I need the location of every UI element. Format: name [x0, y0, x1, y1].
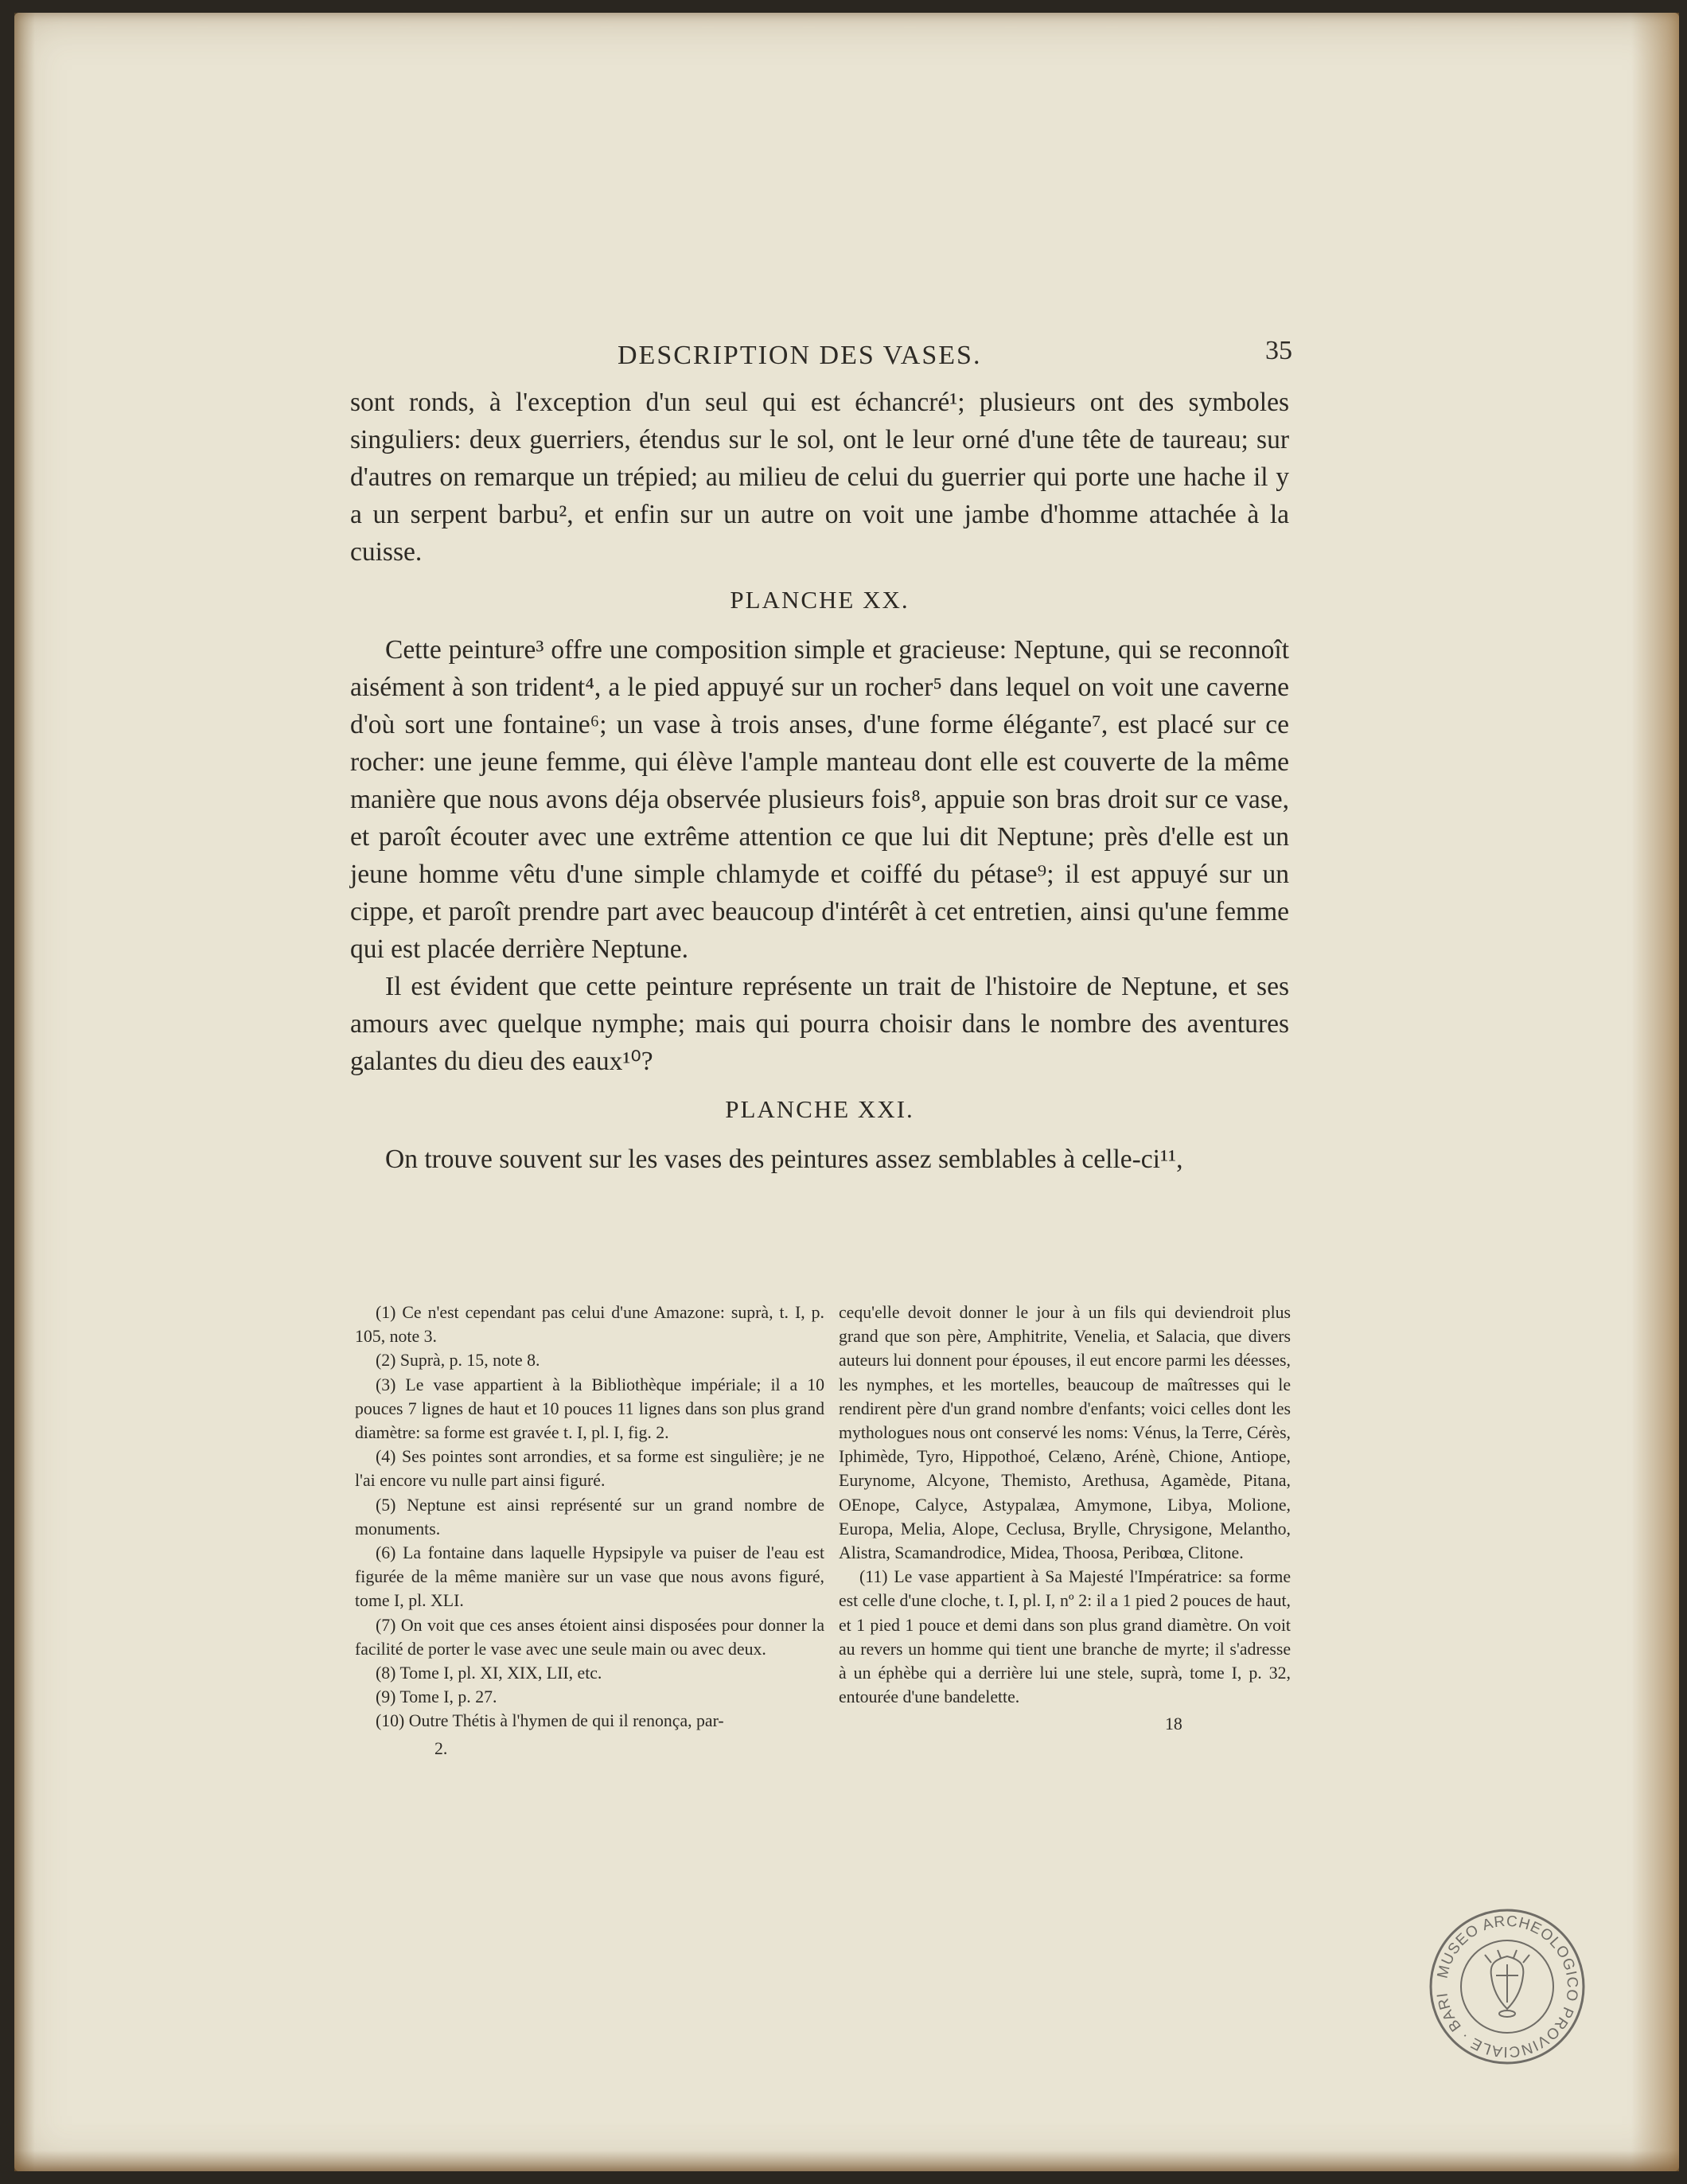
- footnote: (1) Ce n'est cependant pas celui d'une Amazone: suprà, t. I, p. 105, note 3.: [355, 1303, 824, 1347]
- page-edge-bottom: [14, 2151, 1679, 2171]
- stamp-seal: [1428, 1907, 1587, 2066]
- footnote-continuation: cequ'elle devoit donner le jour à un fils qui deviendroit plus grand que son père, Amphitrite, Venelia, et Salacia, que divers auteurs lui donnent pour épouses, il eut encore parmi les déesses, les nymphes, et les mortelles, beaucoup de maîtresses qui le rendirent père d'un grand nombre d'enfants; voici celles dont les mythologues nous ont conservé les noms: Vénus, la Terre, Cérès, Iphimède, Tyro, Hippothoé, Celæno, Arénè, Chione, Antiope, Eurynome, Alcyone, Themisto, Arethusa, Agamède, Pitana, OEnope, Calyce, Astypalæa, Amymone, Libya, Molione, Europa, Melia, Alope, Ceclusa, Brylle, Chrysigone, Melantho, Alistra, Scamandrodice, Midea, Thoosa, Peribœa, Clitone.: [839, 1303, 1291, 1563]
- page-number: 35: [1265, 336, 1292, 365]
- paragraph: On trouve souvent sur les vases des peintures assez semblables à celle-ci¹¹,: [385, 1145, 1183, 1174]
- footnote: (5) Neptune est ainsi représenté sur un grand nombre de monuments.: [355, 1495, 824, 1539]
- running-title: DESCRIPTION DES VASES.: [618, 341, 982, 370]
- footnotes-left-column: [355, 1301, 824, 1761]
- plate-heading: PLANCHE XXI.: [725, 1095, 914, 1123]
- coat-of-arms-icon: [1485, 1950, 1529, 2017]
- paragraph: Il est évident que cette peinture représente un trait de l'histoire de Neptune, et ses amours avec quelque nymphe; mais qui pourra choisir dans le nombre des aventures galantes du dieu des eaux¹⁰?: [350, 972, 1289, 1076]
- footnote: (3) Le vase appartient à la Bibliothèque impériale; il a 10 pouces 7 lignes de haut et 10 pouces 11 lignes dans son plus grand diamètre: sa forme est gravée t. I, pl. I, fig. 2.: [355, 1375, 824, 1443]
- signature-mark: 2.: [434, 1738, 448, 1758]
- museum-stamp: [1428, 1907, 1587, 2066]
- signature-mark: 18: [1165, 1714, 1182, 1734]
- footnote: (7) On voit que ces anses étoient ainsi disposées pour donner la facilité de porter le vase avec une seule main ou avec deux.: [355, 1615, 824, 1659]
- footnote: (8) Tome I, pl. XI, XIX, LII, etc.: [376, 1663, 602, 1683]
- paragraph: Cette peinture³ offre une composition simple et gracieuse: Neptune, qui se reconnoît aisément à son trident⁴, a le pied appuyé sur un rocher⁵ dans lequel on voit une caverne d'où sort une fontaine⁶; un vase à trois anses, d'une forme élégante⁷, est placé sur ce rocher: une jeune femme, qui élève l'ample manteau dont elle est couverte de la même manière que nous avons déja observée plusieurs fois⁸, appuie son bras droit sur ce vase, et paroît écouter avec une extrême attention ce que lui dit Neptune; près d'elle est un jeune homme vêtu d'une simple chlamyde et coiffé du pétase⁹; il est appuyé sur un cippe, et paroît prendre part avec beaucoup d'intérêt à cet entretien, ainsi qu'une femme qui est placée derrière Neptune.: [350, 635, 1289, 964]
- footnote: (9) Tome I, p. 27.: [376, 1687, 497, 1707]
- footnote: (6) La fontaine dans laquelle Hypsipyle va puiser de l'eau est figurée de la même manière sur un vase que nous avons figuré, tome I, pl. XLI.: [355, 1543, 824, 1611]
- page-edge-right: [1631, 13, 1679, 2171]
- footnotes-right-column: [839, 1301, 1291, 1737]
- footnote: (10) Outre Thétis à l'hymen de qui il renonça, par-: [376, 1711, 724, 1731]
- footnote: (11) Le vase appartient à Sa Majesté l'Impératrice: sa forme est celle d'une cloche, t. I, pl. I, nº 2: il a 1 pied 2 pouces de haut, et 1 pied 1 pouce et demi dans son plus grand diamètre. On voit au revers un homme qui tient une branche de myrte; il s'adresse à un éphèbe qui a derrière lui une stele, suprà, tome I, p. 32, entourée d'une bandelette.: [839, 1567, 1291, 1707]
- plate-heading: PLANCHE XX.: [730, 586, 910, 614]
- footnote: (4) Ses pointes sont arrondies, et sa forme est singulière; je ne l'ai encore vu nulle part ainsi figuré.: [355, 1447, 824, 1491]
- paragraph: sont ronds, à l'exception d'un seul qui est échancré¹; plusieurs ont des symboles singuliers: deux guerriers, étendus sur le sol, ont le leur orné d'une tête de taureau; sur d'autres on remarque un trépied; au milieu de celui du guerrier qui porte une hache il y a un serpent barbu², et enfin sur un autre on voit une jambe d'homme attachée à la cuisse.: [350, 388, 1289, 567]
- footnote: (2) Suprà, p. 15, note 8.: [376, 1351, 540, 1371]
- main-text: [350, 384, 1289, 1178]
- stamp-text: MUSEO ARCHEOLOGICO PROVINCIALE · BARI: [1434, 1913, 1581, 2061]
- page-edge-left: [14, 13, 35, 2171]
- page-header: [341, 325, 1303, 372]
